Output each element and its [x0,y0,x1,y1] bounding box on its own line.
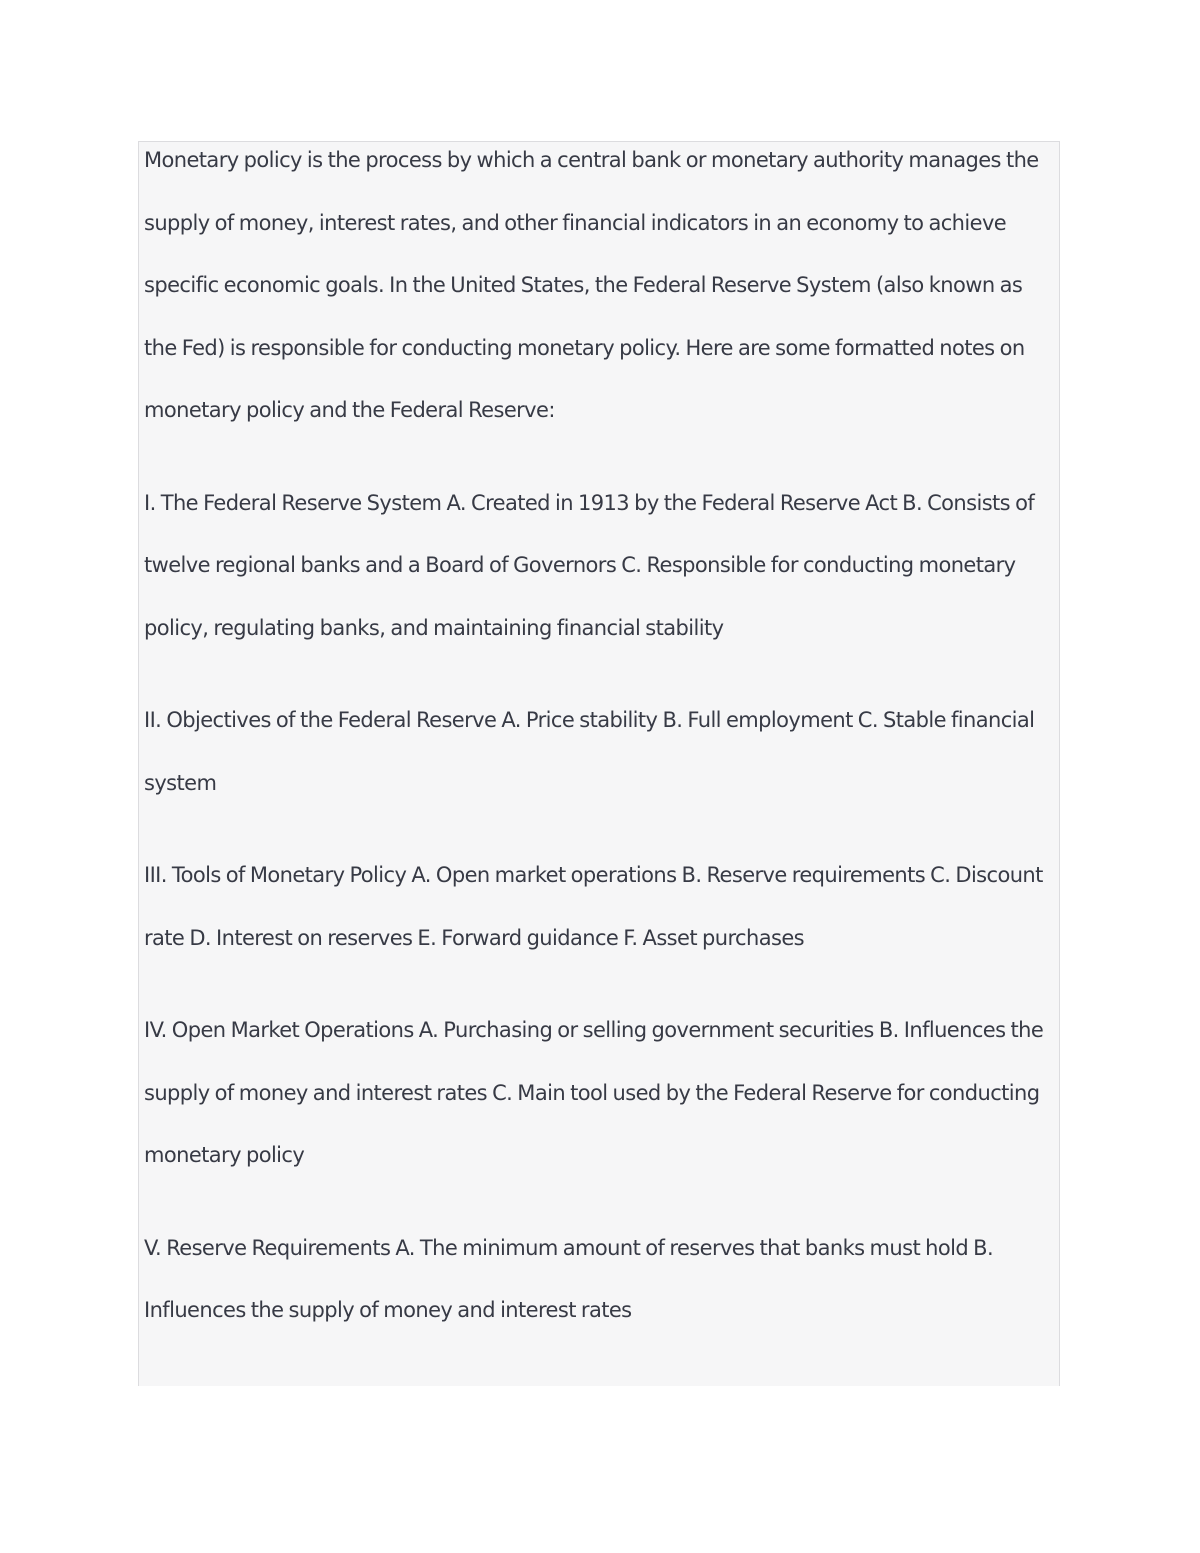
section-federal-reserve-system: I. The Federal Reserve System A. Created in 1913 by the Federal Reserve Act B. Consists of twelve regional banks and a Board of Governors C. Responsible for conducting monetary policy, regulating banks, and maintaining financial stability [144,490,1035,640]
intro-paragraph: Monetary policy is the process by which a central bank or monetary authority manages the supply of money, interest rates, and other financial indicators in an economy to achieve specific economic goals. In the United States, the Federal Reserve System (also known as the Fed) is responsible for conducting monetary policy. Here are some formatted notes on monetary policy and the Federal Reserve: [144,148,1039,422]
section-tools: III. Tools of Monetary Policy A. Open market operations B. Reserve requirements C. Discount rate D. Interest on reserves E. Forward guidance F. Asset purchases [144,863,1043,950]
section-open-market-operations: IV. Open Market Operations A. Purchasing or selling government securities B. Influences the supply of money and interest rates C. Main tool used by the Federal Reserve for conducting monetary policy [144,1018,1044,1167]
section-objectives: II. Objectives of the Federal Reserve A. Price stability B. Full employment C. Stable financial system [144,708,1035,795]
notes-text-box [138,141,1060,1386]
section-reserve-requirements: V. Reserve Requirements A. The minimum amount of reserves that banks must hold B. Influences the supply of money and interest rates [144,1235,994,1322]
